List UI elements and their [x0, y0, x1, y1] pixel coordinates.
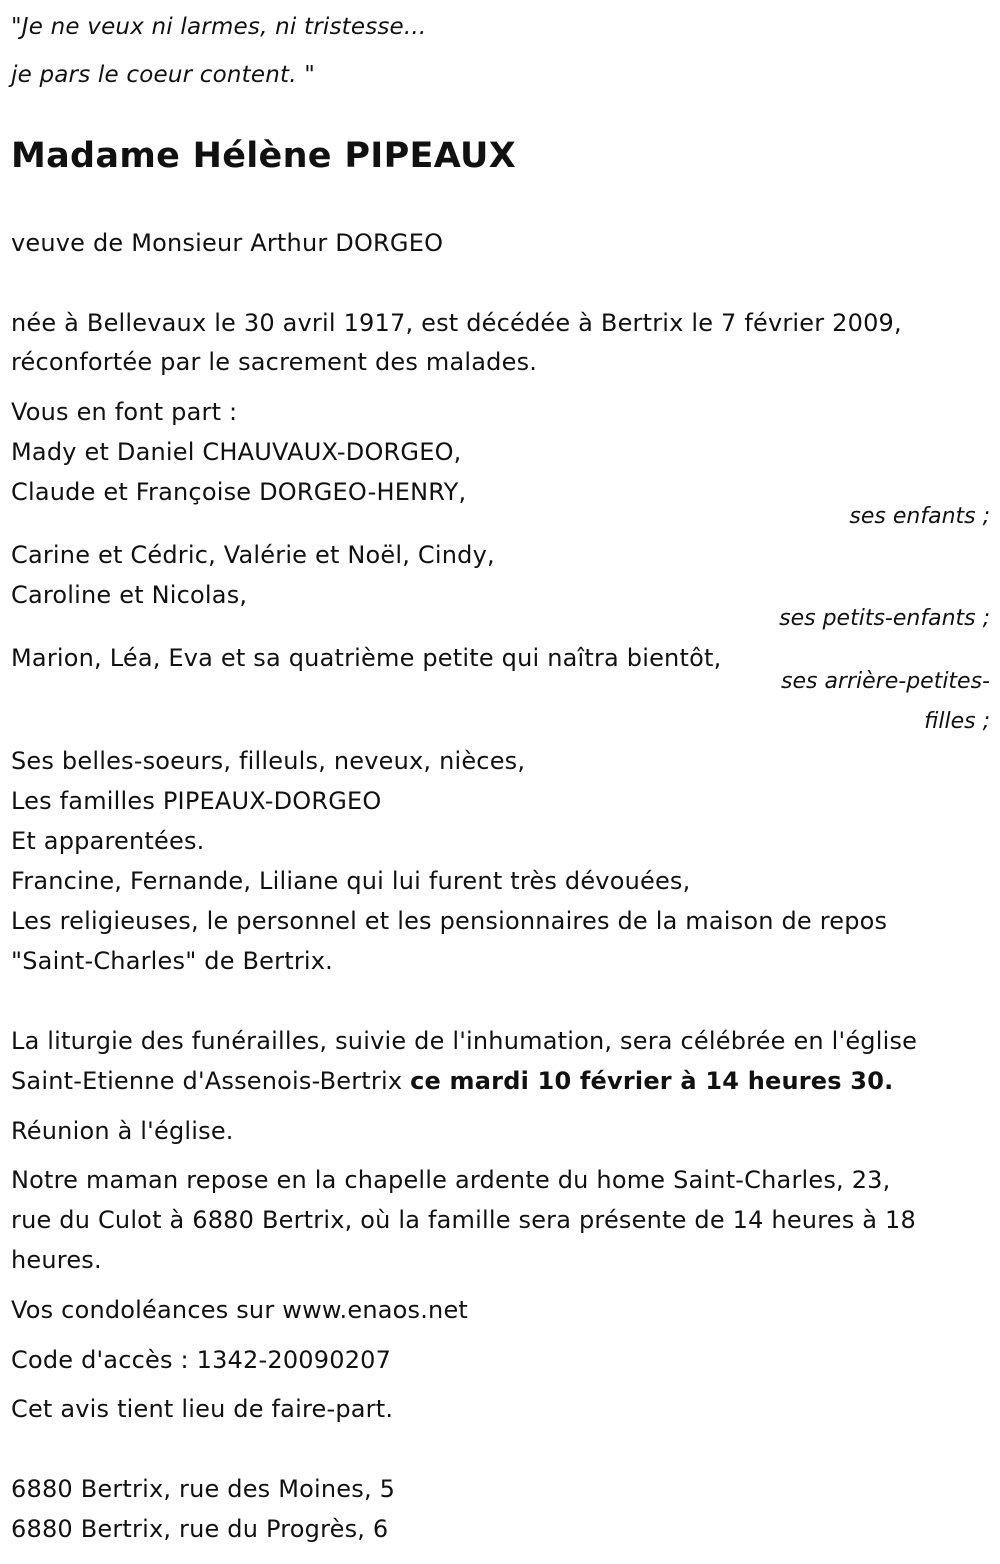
quote-line-2: je pars le coeur content. " — [11, 62, 316, 88]
children-line: Mady et Daniel CHAUVAUX-DORGEO, — [11, 438, 462, 466]
notice-text: Cet avis tient lieu de faire-part. — [11, 1395, 394, 1423]
widow-of: veuve de Monsieur Arthur DORGEO — [11, 229, 444, 257]
birth-death-line-2: réconfortée par le sacrement des malades. — [11, 348, 538, 376]
grandchildren-role: ses petits-enfants ; — [779, 606, 990, 631]
children-line: Claude et Françoise DORGEO-HENRY, — [11, 478, 467, 506]
rest-line: heures. — [11, 1246, 102, 1274]
condolences-info: Vos condoléances sur www.enaos.net — [11, 1296, 469, 1324]
children-role: ses enfants ; — [849, 504, 990, 529]
address-line: 6880 Bertrix, rue des Moines, 5 — [11, 1475, 396, 1503]
rest-line: rue du Culot à 6880 Bertrix, où la famille sera présente de 14 heures à 18 — [11, 1206, 916, 1234]
grandchildren-line: Caroline et Nicolas, — [11, 581, 248, 609]
others-line: "Saint-Charles" de Bertrix. — [11, 947, 333, 975]
grandchildren-line: Carine et Cédric, Valérie et Noël, Cindy, — [11, 541, 495, 569]
announce-intro: Vous en font part : — [11, 398, 238, 426]
funeral-location: Saint-Etienne d'Assenois-Bertrix — [11, 1067, 411, 1095]
quote-line-1: "Je ne veux ni larmes, ni tristesse... — [11, 14, 427, 40]
meeting-info: Réunion à l'église. — [11, 1117, 234, 1145]
funeral-datetime: ce mardi 10 février à 14 heures 30. — [410, 1067, 894, 1095]
rest-line: Notre maman repose en la chapelle ardente du home Saint-Charles, 23, — [11, 1166, 891, 1194]
others-line: Et apparentées. — [11, 827, 205, 855]
others-line: Les familles PIPEAUX-DORGEO — [11, 787, 382, 815]
others-line: Les religieuses, le personnel et les pensionnaires de la maison de repos — [11, 907, 888, 935]
great-grandchildren-role-2: filles ; — [924, 709, 990, 734]
others-line: Francine, Fernande, Liliane qui lui furent très dévouées, — [11, 867, 691, 895]
others-line: Ses belles-soeurs, filleuls, neveux, nièces, — [11, 747, 526, 775]
birth-death-line-1: née à Bellevaux le 30 avril 1917, est décédée à Bertrix le 7 février 2009, — [11, 309, 902, 337]
access-code: Code d'accès : 1342-20090207 — [11, 1346, 392, 1374]
address-line: 6880 Bertrix, rue du Progrès, 6 — [11, 1515, 389, 1543]
funeral-line-2 — [11, 1066, 893, 1096]
deceased-name: Madame Hélène PIPEAUX — [11, 136, 517, 176]
great-grandchildren-line: Marion, Léa, Eva et sa quatrième petite qui naîtra bientôt, — [11, 644, 722, 672]
funeral-line-1: La liturgie des funérailles, suivie de l'inhumation, sera célébrée en l'église — [11, 1027, 918, 1055]
great-grandchildren-role-1: ses arrière-petites- — [781, 669, 990, 694]
